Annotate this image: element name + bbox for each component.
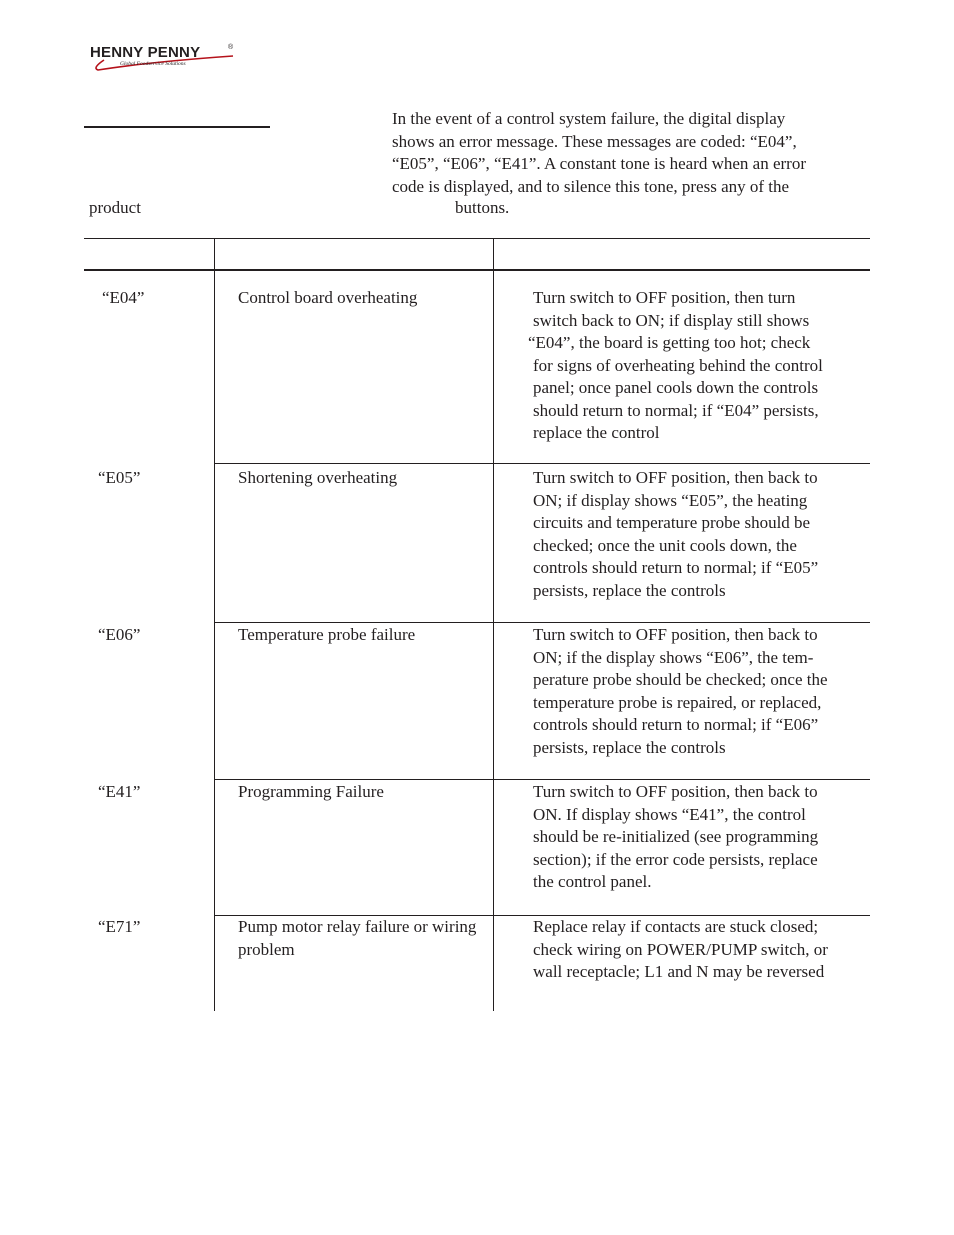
correction-line: should return to normal; if “E04” persists, bbox=[533, 400, 819, 420]
correction-line: switch back to ON; if display still shows bbox=[533, 310, 810, 330]
correction-line: for signs of overheating behind the control bbox=[533, 355, 823, 375]
correction-line: Replace relay if contacts are stuck closed; bbox=[533, 917, 819, 936]
error-code: “E05” bbox=[98, 468, 141, 487]
correction-line: checked; once the unit cools down, the bbox=[533, 535, 797, 555]
error-correction bbox=[533, 781, 873, 894]
correction-line: “E04”, the board is getting too hot; check bbox=[528, 333, 811, 352]
correction-line: ON. If display shows “E41”, the control bbox=[533, 804, 806, 824]
error-cause: Control board overheating bbox=[238, 288, 418, 307]
error-correction bbox=[528, 287, 873, 445]
correction-line: circuits and temperature probe should be bbox=[533, 513, 811, 532]
correction-line: check wiring on POWER/PUMP switch, or bbox=[533, 939, 828, 959]
error-cause: Shortening overheating bbox=[238, 468, 398, 487]
intro-line: In the event of a control system failure, the digital display bbox=[392, 109, 786, 128]
correction-line: Turn switch to OFF position, then back to bbox=[533, 625, 818, 644]
correction-line: ON; if display shows “E05”, the heating bbox=[533, 490, 808, 510]
correction-line: section); if the error code persists, replace bbox=[533, 849, 818, 869]
error-code: “E04” bbox=[102, 288, 145, 307]
error-correction bbox=[533, 916, 873, 984]
error-cause: Programming Failure bbox=[238, 782, 384, 801]
correction-line: persists, replace the controls bbox=[533, 737, 726, 757]
correction-line: persists, replace the controls bbox=[533, 580, 726, 600]
error-correction bbox=[533, 624, 873, 759]
row-separator bbox=[214, 779, 870, 780]
error-code: “E41” bbox=[98, 782, 141, 801]
correction-line: the control panel. bbox=[533, 872, 652, 891]
registered-mark-icon: ® bbox=[228, 44, 234, 51]
section-heading-rule bbox=[84, 126, 270, 128]
intro-line: code is displayed, and to silence this tone, press any of the bbox=[392, 176, 790, 196]
intro-product-word: product bbox=[89, 198, 141, 217]
row-separator bbox=[214, 622, 870, 623]
error-cause: Pump motor relay failure or wiring problem bbox=[238, 917, 477, 959]
intro-buttons-word: buttons. bbox=[455, 198, 510, 217]
correction-line: Turn switch to OFF position, then turn bbox=[533, 288, 796, 307]
correction-line: temperature probe is repaired, or replaced, bbox=[533, 692, 822, 712]
column-divider bbox=[493, 270, 494, 1011]
logo-tagline: Global Foodservice Solutions bbox=[120, 61, 186, 67]
intro-line: shows an error message. These messages are coded: “E04”, bbox=[392, 131, 797, 151]
correction-line: Turn switch to OFF position, then back to bbox=[533, 468, 818, 487]
error-code: “E71” bbox=[98, 917, 141, 936]
correction-line: ON; if the display shows “E06”, the tem- bbox=[533, 647, 814, 667]
table-header-rule bbox=[84, 269, 870, 271]
henny-penny-logo bbox=[88, 44, 238, 72]
table-top-rule bbox=[84, 238, 870, 239]
intro-line: “E05”, “E06”, “E41”. A constant tone is heard when an error bbox=[392, 154, 806, 173]
error-code: “E06” bbox=[98, 625, 141, 644]
error-cause: Temperature probe failure bbox=[238, 625, 416, 644]
logo-brand: HENNY PENNY bbox=[90, 44, 201, 61]
correction-line: perature probe should be checked; once the bbox=[533, 670, 828, 689]
error-correction bbox=[533, 467, 873, 602]
correction-line: panel; once panel cools down the controls bbox=[533, 378, 819, 397]
correction-line: wall receptacle; L1 and N may be reversed bbox=[533, 962, 825, 981]
correction-line: replace the control bbox=[533, 423, 660, 442]
header-column-divider bbox=[493, 238, 494, 270]
correction-line: controls should return to normal; if “E05” bbox=[533, 558, 819, 577]
column-divider bbox=[214, 270, 215, 1011]
correction-line: Turn switch to OFF position, then back to bbox=[533, 782, 818, 801]
correction-line: should be re-initialized (see programming bbox=[533, 827, 819, 846]
correction-line: controls should return to normal; if “E06” bbox=[533, 715, 819, 734]
header-column-divider bbox=[214, 238, 215, 270]
intro-paragraph bbox=[392, 108, 872, 198]
row-separator bbox=[214, 463, 870, 464]
